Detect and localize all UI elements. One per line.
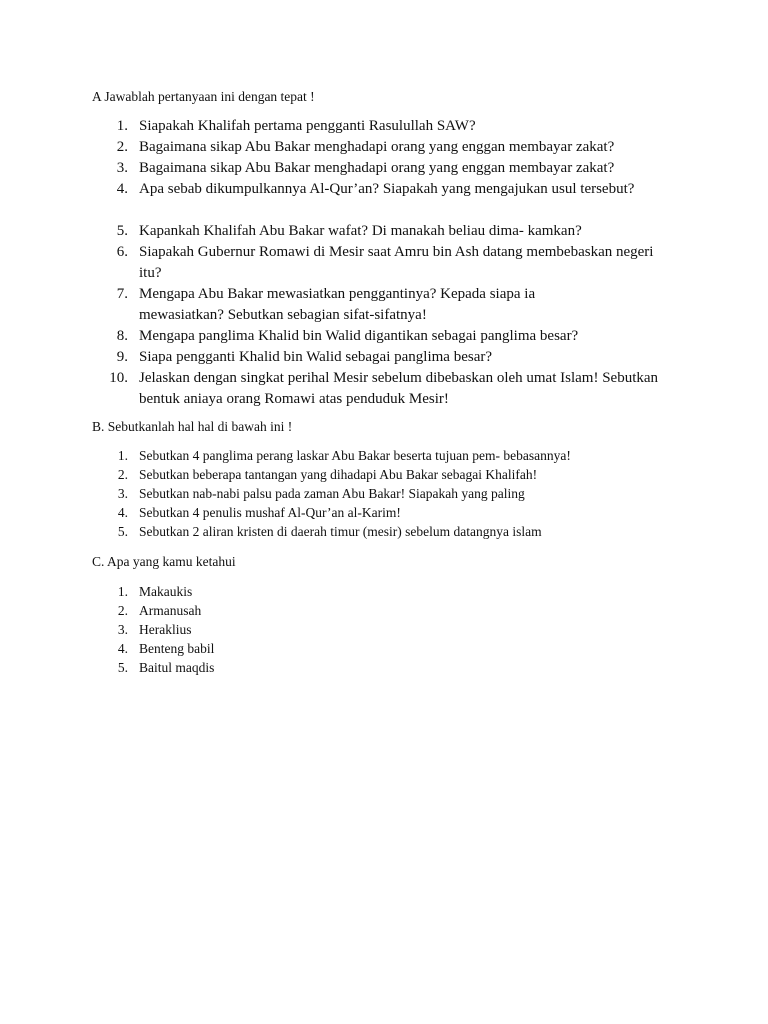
- item-text: Sebutkan nab-nabi palsu pada zaman Abu Bakar! Siapakah yang paling: [139, 486, 525, 501]
- item-number: 3.: [117, 486, 128, 501]
- item-text: Heraklius: [139, 622, 192, 637]
- item-text: Jelaskan dengan singkat perihal Mesir sebelum dibebaskan oleh umat Islam! Sebutkan bentuk aniaya orang Romawi atas penduduk Mesir!: [139, 370, 659, 407]
- item-text: Apa sebab dikumpulkannya Al-Qur’an? Siapakah yang mengajukan usul tersebut?: [139, 181, 635, 197]
- item-number: 4.: [117, 505, 128, 520]
- item-number: 10.: [109, 370, 128, 386]
- item-text: Sebutkan 4 penulis mushaf Al-Qur’an al-Karim!: [139, 505, 401, 520]
- item-text: Sebutkan beberapa tantangan yang dihadapi Abu Bakar sebagai Khalifah!: [139, 467, 538, 482]
- item-text: Siapa pengganti Khalid bin Walid sebagai panglima besar?: [139, 349, 492, 365]
- item-number: 2.: [117, 603, 128, 618]
- item-number: 6.: [116, 244, 128, 260]
- item-number: 4.: [117, 641, 128, 656]
- item-text: Bagaimana sikap Abu Bakar menghadapi orang yang enggan membayar zakat?: [139, 139, 615, 155]
- item-number: 8.: [116, 328, 128, 344]
- item-text: Benteng babil: [139, 641, 215, 656]
- item-number: 1.: [117, 448, 128, 463]
- item-text: Siapakah Khalifah pertama pengganti Rasulullah SAW?: [139, 118, 476, 134]
- section-c-heading: C. Apa yang kamu ketahui: [92, 554, 236, 569]
- item-number: 5.: [116, 223, 128, 239]
- item-text: Sebutkan 4 panglima perang laskar Abu Bakar beserta tujuan pem- bebasannya!: [139, 448, 571, 463]
- item-text: Armanusah: [139, 603, 202, 618]
- item-number: 3.: [116, 160, 128, 176]
- item-text: Kapankah Khalifah Abu Bakar wafat? Di manakah beliau dima- kamkan?: [139, 223, 582, 239]
- item-text: Siapakah Gubernur Romawi di Mesir saat Amru bin Ash datang membebaskan negeri itu?: [139, 244, 654, 281]
- item-text: Sebutkan 2 aliran kristen di daerah timur (mesir) sebelum datangnya islam: [139, 524, 542, 539]
- section-b-heading: B. Sebutkanlah hal hal di bawah ini !: [92, 419, 293, 434]
- item-text: Makaukis: [139, 584, 193, 599]
- item-number: 3.: [117, 622, 128, 637]
- item-number: 1.: [116, 118, 128, 134]
- item-number: 2.: [117, 467, 128, 482]
- item-number: 2.: [116, 139, 128, 155]
- item-text: Mengapa Abu Bakar mewasiatkan penggantinya? Kepada siapa ia mewasiatkan? Sebutkan sebagian sifat-sifatnya!: [139, 286, 536, 323]
- item-number: 1.: [117, 584, 128, 599]
- item-text: Bagaimana sikap Abu Bakar menghadapi orang yang enggan membayar zakat?: [139, 160, 615, 176]
- item-text: Baitul maqdis: [139, 660, 215, 675]
- item-number: 4.: [116, 181, 128, 197]
- item-text: Mengapa panglima Khalid bin Walid digantikan sebagai panglima besar?: [139, 328, 579, 344]
- item-number: 7.: [116, 286, 128, 302]
- item-number: 5.: [117, 660, 128, 675]
- item-number: 9.: [116, 349, 128, 365]
- item-number: 5.: [117, 524, 128, 539]
- section-a-heading: A Jawablah pertanyaan ini dengan tepat !: [92, 89, 315, 104]
